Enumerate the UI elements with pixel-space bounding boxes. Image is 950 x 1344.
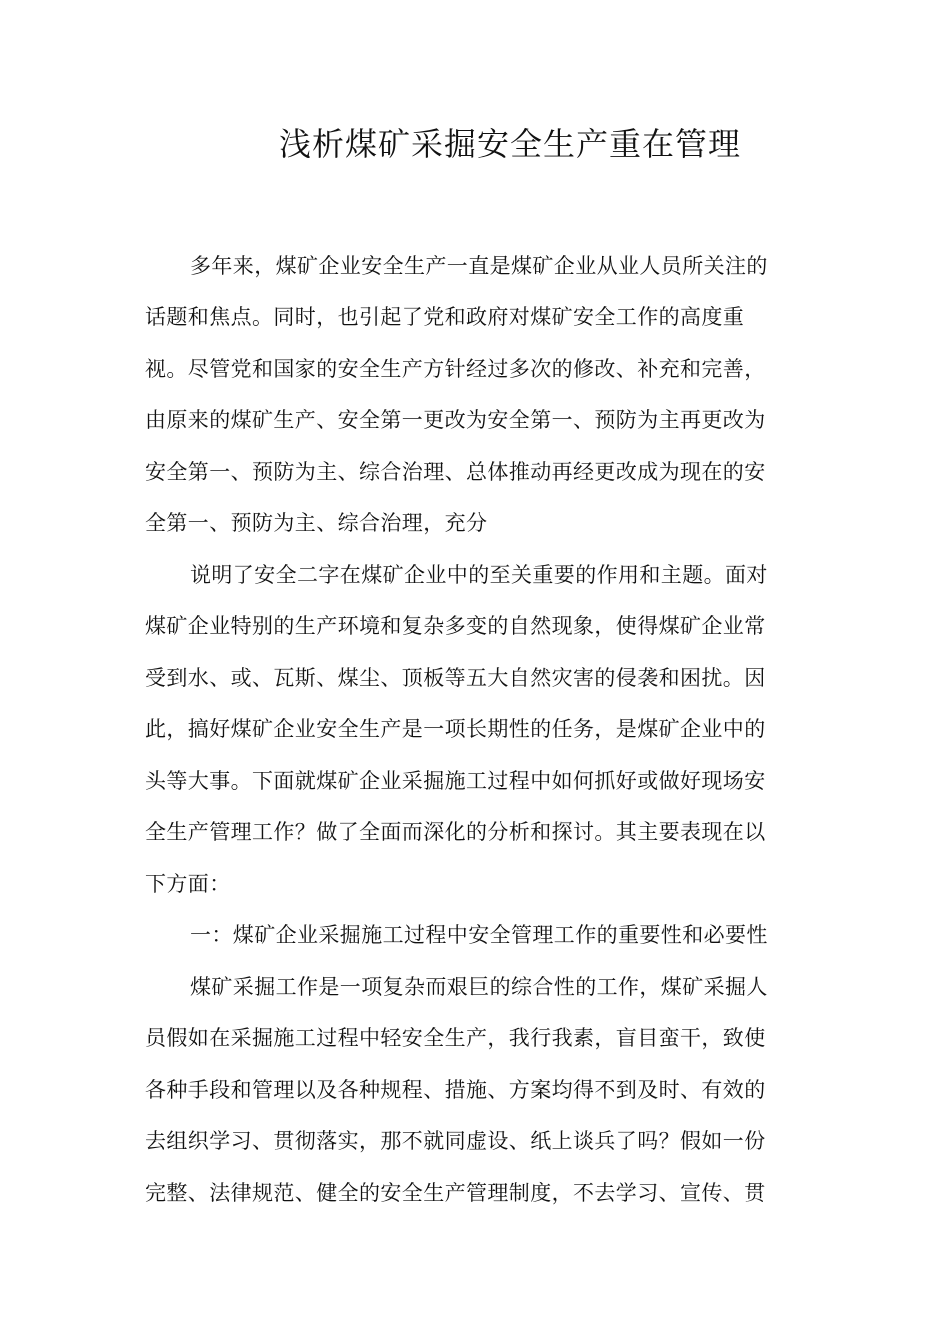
paragraph-line: 煤矿采掘工作是一项复杂而艰巨的综合性的工作，煤矿采掘人 [190, 975, 768, 999]
paragraph-line: 煤矿企业特别的生产环境和复杂多变的自然现象，使得煤矿企业常 [145, 614, 766, 638]
paragraph-line: 说明了安全二字在煤矿企业中的至关重要的作用和主题。面对 [190, 563, 768, 587]
paragraph-line: 全第一、预防为主、综合治理，充分 [145, 511, 488, 535]
paragraph-line: 受到水、或、瓦斯、煤尘、顶板等五大自然灾害的侵袭和困扰。因 [145, 666, 766, 690]
document-title: 浅析煤矿采掘安全生产重在管理 [278, 125, 741, 163]
paragraph-line: 由原来的煤矿生产、安全第一更改为安全第一、预防为主再更改为 [145, 408, 766, 432]
paragraph-line: 话题和焦点。同时，也引起了党和政府对煤矿安全工作的高度重 [145, 305, 745, 329]
paragraph-line: 完整、法律规范、健全的安全生产管理制度，不去学习、宣传、贯 [145, 1181, 766, 1205]
paragraph-line: 各种手段和管理以及各种规程、措施、方案均得不到及时、有效的 [145, 1078, 766, 1102]
paragraph-line: 此，搞好煤矿企业安全生产是一项长期性的任务，是煤矿企业中的 [145, 717, 766, 741]
paragraph-line: 全生产管理工作？做了全面而深化的分析和探讨。其主要表现在以 [145, 820, 766, 844]
section-heading: 一：煤矿企业采掘施工过程中安全管理工作的重要性和必要性 [190, 923, 768, 947]
paragraph-line: 头等大事。下面就煤矿企业采掘施工过程中如何抓好或做好现场安 [145, 769, 766, 793]
paragraph-line: 下方面： [145, 872, 231, 896]
paragraph-line: 视。尽管党和国家的安全生产方针经过多次的修改、补充和完善， [145, 357, 766, 381]
paragraph-line: 员假如在采掘施工过程中轻安全生产，我行我素，盲目蛮干，致使 [145, 1026, 766, 1050]
paragraph-line: 多年来，煤矿企业安全生产一直是煤矿企业从业人员所关注的 [190, 254, 768, 278]
paragraph-line: 安全第一、预防为主、综合治理、总体推动再经更改成为现在的安 [145, 460, 766, 484]
paragraph-line: 去组织学习、贯彻落实，那不就同虚设、纸上谈兵了吗？假如一份 [145, 1129, 766, 1153]
